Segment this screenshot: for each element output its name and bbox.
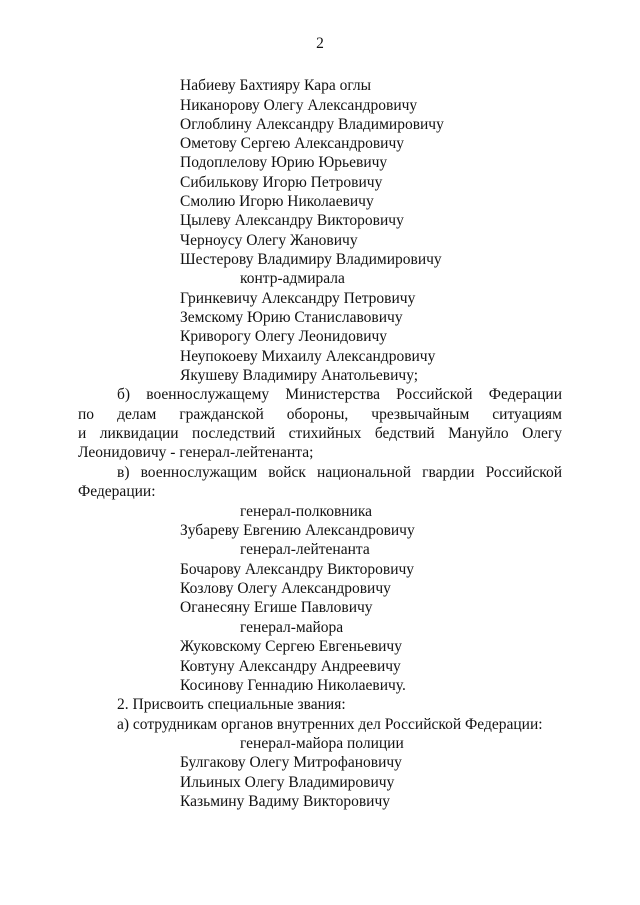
name-line: Бочарову Александру Викторовичу <box>180 561 415 578</box>
name-line: Казьмину Вадиму Викторовичу <box>180 793 390 810</box>
name-line: Смолию Игорю Николаевичу <box>180 193 374 210</box>
name-line: Оглоблину Александру Владимировичу <box>180 116 444 133</box>
name-line: Никанорову Олегу Александровичу <box>180 97 418 114</box>
name-line: Оганесяну Егише Павловичу <box>180 599 373 616</box>
name-line: Зубареву Евгению Александровичу <box>180 522 415 539</box>
paragraph-b-line: Леонидовичу - генерал-лейтенанта; <box>78 444 314 461</box>
rank-heading: генерал-лейтенанта <box>240 541 370 558</box>
name-line: Козлову Олегу Александровичу <box>180 580 391 597</box>
name-line: Шестерову Владимиру Владимировичу <box>180 251 442 268</box>
paragraph-b-line: и ликвидации последствий стихийных бедствий Мануйло Олегу <box>78 425 562 442</box>
paragraph-b-line: по делам гражданской обороны, чрезвычайным ситуациям <box>78 406 562 423</box>
name-line: Якушеву Владимиру Анатольевичу; <box>180 367 419 384</box>
name-line: Жуковскому Сергею Евгеньевичу <box>180 638 402 655</box>
name-line: Косинову Геннадию Николаевичу. <box>180 677 406 694</box>
name-line: Криворогу Олегу Леонидовичу <box>180 328 388 345</box>
name-line: Ильиных Олегу Владимировичу <box>180 774 395 791</box>
item-2-heading: 2. Присвоить специальные звания: <box>117 696 346 713</box>
rank-heading: генерал-майора полиции <box>240 735 404 752</box>
name-line: Набиеву Бахтияру Кара оглы <box>180 77 372 94</box>
name-line: Земскому Юрию Станиславовичу <box>180 309 403 326</box>
name-line: Цылеву Александру Викторовичу <box>180 212 404 229</box>
name-line: Подоплелову Юрию Юрьевичу <box>180 154 388 171</box>
item-2a-line: а) сотрудникам органов внутренних дел Российской Федерации: <box>117 716 543 733</box>
paragraph-b-line: б) военнослужащему Министерства Российской Федерации <box>117 386 562 403</box>
paragraph-v-line: Федерации: <box>78 483 156 500</box>
name-line: Ометову Сергею Александровичу <box>180 135 405 152</box>
name-line: Сибилькову Игорю Петровичу <box>180 174 383 191</box>
rank-heading: генерал-майора <box>240 619 344 636</box>
name-line: Черноусу Олегу Жановичу <box>180 232 358 249</box>
paragraph-v-line: в) военнослужащим войск национальной гвардии Российской <box>117 464 562 481</box>
name-line: Ковтуну Александру Андреевичу <box>180 658 401 675</box>
name-line: Неупокоеву Михаилу Александровичу <box>180 348 436 365</box>
page-number: 2 <box>316 35 324 52</box>
rank-heading: генерал-полковника <box>240 503 373 520</box>
rank-heading: контр-адмирала <box>240 270 345 287</box>
name-line: Гринкевичу Александру Петровичу <box>180 290 416 307</box>
name-line: Булгакову Олегу Митрофановичу <box>180 754 402 771</box>
